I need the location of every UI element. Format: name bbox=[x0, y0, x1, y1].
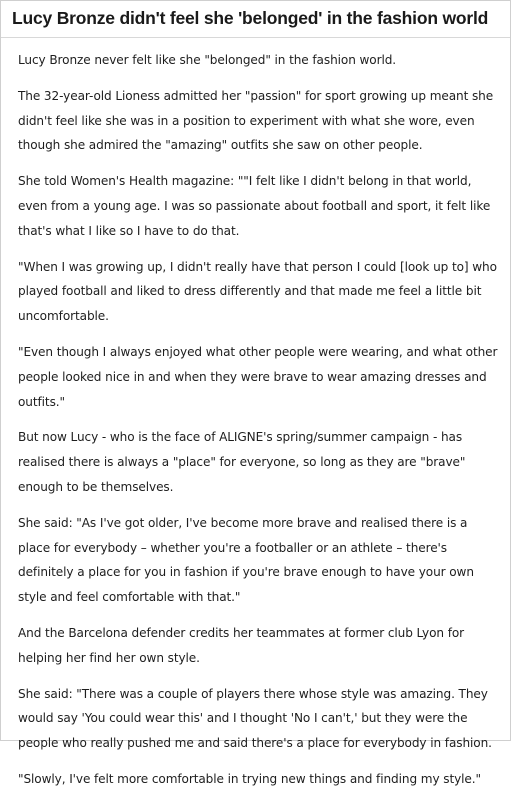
article-paragraph: She said: "As I've got older, I've become more brave and realised there is a place for everybody – whether you're a footballer or an athlete – there's definitely a place for you in fashion if you're brave enough to have your own style and feel comfortable with that." bbox=[18, 515, 474, 605]
article-paragraph: "Slowly, I've felt more comfortable in trying new things and finding my style." bbox=[18, 771, 481, 786]
headline-divider bbox=[1, 37, 510, 38]
article-paragraph: "Even though I always enjoyed what other people were wearing, and what other people looked nice in and when they were brave to wear amazing dresses and outfits." bbox=[18, 344, 498, 409]
article-paragraph: She told Women's Health magazine: ""I felt like I didn't belong in that world, even from a young age. I was so passionate about football and sport, it felt like that's what I like so I have to do that. bbox=[18, 174, 491, 238]
article-headline: Lucy Bronze didn't feel she 'belonged' in the fashion world bbox=[12, 8, 489, 28]
article-paragraph: "When I was growing up, I didn't really have that person I could [look up to] who played football and liked to dress differently and that made me feel a little bit uncomfortable. bbox=[18, 259, 497, 324]
article-paragraph: And the Barcelona defender credits her teammates at former club Lyon for helping her find her own style. bbox=[18, 625, 465, 665]
article-paragraph: But now Lucy - who is the face of ALIGNE's spring/summer campaign - has realised there is always a "place" for everyone, so long as they are "brave" enough to be themselves. bbox=[18, 430, 466, 494]
article-paragraph: The 32-year-old Lioness admitted her "passion" for sport growing up meant she didn't feel like she was in a position to experiment with what she wore, even though she admired the "amazing" outfits she saw on other people. bbox=[18, 88, 494, 153]
article-paragraph: Lucy Bronze never felt like she "belonged" in the fashion world. bbox=[18, 53, 397, 67]
article-body bbox=[18, 48, 502, 792]
article-paragraph: She said: "There was a couple of players there whose style was amazing. They would say 'You could wear this' and I thought 'No I can't,' but they were the people who really pushed me and said there's a place for everybody in fashion. bbox=[18, 686, 492, 751]
